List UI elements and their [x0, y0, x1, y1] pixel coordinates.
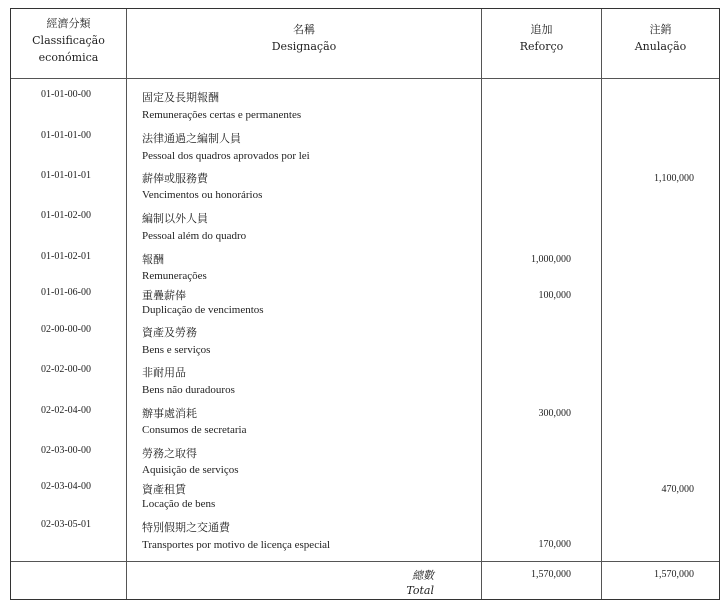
- row-code: 01-01-00-00: [41, 89, 91, 100]
- header-classification: 經濟分類 Classificação económica: [32, 17, 105, 64]
- column-divider: [126, 9, 127, 599]
- row-pt: Consumos de secretaria: [142, 424, 247, 436]
- row-pt: Transportes por motivo de licença especial: [142, 539, 331, 551]
- row-reforco: 170,000: [538, 539, 571, 550]
- row-pt: Bens e serviços: [142, 344, 211, 356]
- row-zh: 非耐用品: [142, 366, 186, 379]
- header-annulment: 注銷 Anulação: [634, 23, 687, 53]
- row-code: 02-02-04-00: [41, 405, 91, 416]
- row-anulacao: 1,100,000: [654, 173, 694, 184]
- row-pt: Duplicação de vencimentos: [142, 304, 264, 316]
- row-zh: 資產及勞務: [142, 326, 197, 339]
- row-pt: Pessoal além do quadro: [142, 230, 247, 242]
- total-label-zh: 總數: [412, 569, 434, 582]
- total-label-pt: Total: [406, 584, 434, 597]
- row-zh: 特別假期之交通費: [142, 521, 230, 534]
- row-code: 02-03-00-00: [41, 445, 91, 456]
- row-code: 01-01-02-01: [41, 251, 91, 262]
- total-reforco: 1,570,000: [531, 569, 571, 580]
- row-zh: 薪俸或服務費: [142, 172, 208, 185]
- total-anulacao: 1,570,000: [654, 569, 694, 580]
- row-code: 01-01-01-00: [41, 130, 91, 141]
- row-code: 02-03-05-01: [41, 519, 91, 530]
- row-code: 02-03-04-00: [41, 481, 91, 492]
- row-pt: Vencimentos ou honorários: [142, 189, 263, 201]
- row-code: 01-01-01-01: [41, 170, 91, 181]
- row-anulacao: 470,000: [661, 484, 694, 495]
- row-pt: Bens não duradouros: [142, 384, 235, 396]
- row-pt: Remunerações: [142, 270, 207, 282]
- column-divider: [601, 9, 602, 599]
- row-zh: 固定及長期報酬: [142, 91, 219, 104]
- header-designation: 名稱 Designação: [271, 23, 337, 53]
- row-code: 01-01-02-00: [41, 210, 91, 221]
- header-divider: [11, 78, 719, 79]
- row-reforco: 100,000: [538, 290, 571, 301]
- row-zh: 重疊薪俸: [142, 289, 186, 302]
- row-reforco: 1,000,000: [531, 254, 571, 265]
- row-zh: 辦事處消耗: [142, 407, 197, 420]
- row-pt: Aquisição de serviços: [142, 464, 239, 476]
- row-pt: Remunerações certas e permanentes: [142, 109, 302, 121]
- row-zh: 報酬: [142, 253, 164, 266]
- header-reinforcement: 追加 Reforço: [519, 23, 564, 53]
- row-zh: 勞務之取得: [142, 447, 197, 460]
- row-code: 01-01-06-00: [41, 287, 91, 298]
- row-code: 02-00-00-00: [41, 324, 91, 335]
- row-zh: 編制以外人員: [142, 212, 208, 225]
- total-divider: [11, 561, 719, 562]
- row-pt: Pessoal dos quadros aprovados por lei: [142, 150, 310, 162]
- row-reforco: 300,000: [538, 408, 571, 419]
- row-pt: Locação de bens: [142, 498, 216, 510]
- row-zh: 法律通過之編制人員: [142, 132, 241, 145]
- row-code: 02-02-00-00: [41, 364, 91, 375]
- budget-table: [10, 8, 720, 600]
- column-divider: [481, 9, 482, 599]
- row-zh: 資產租賃: [142, 483, 186, 496]
